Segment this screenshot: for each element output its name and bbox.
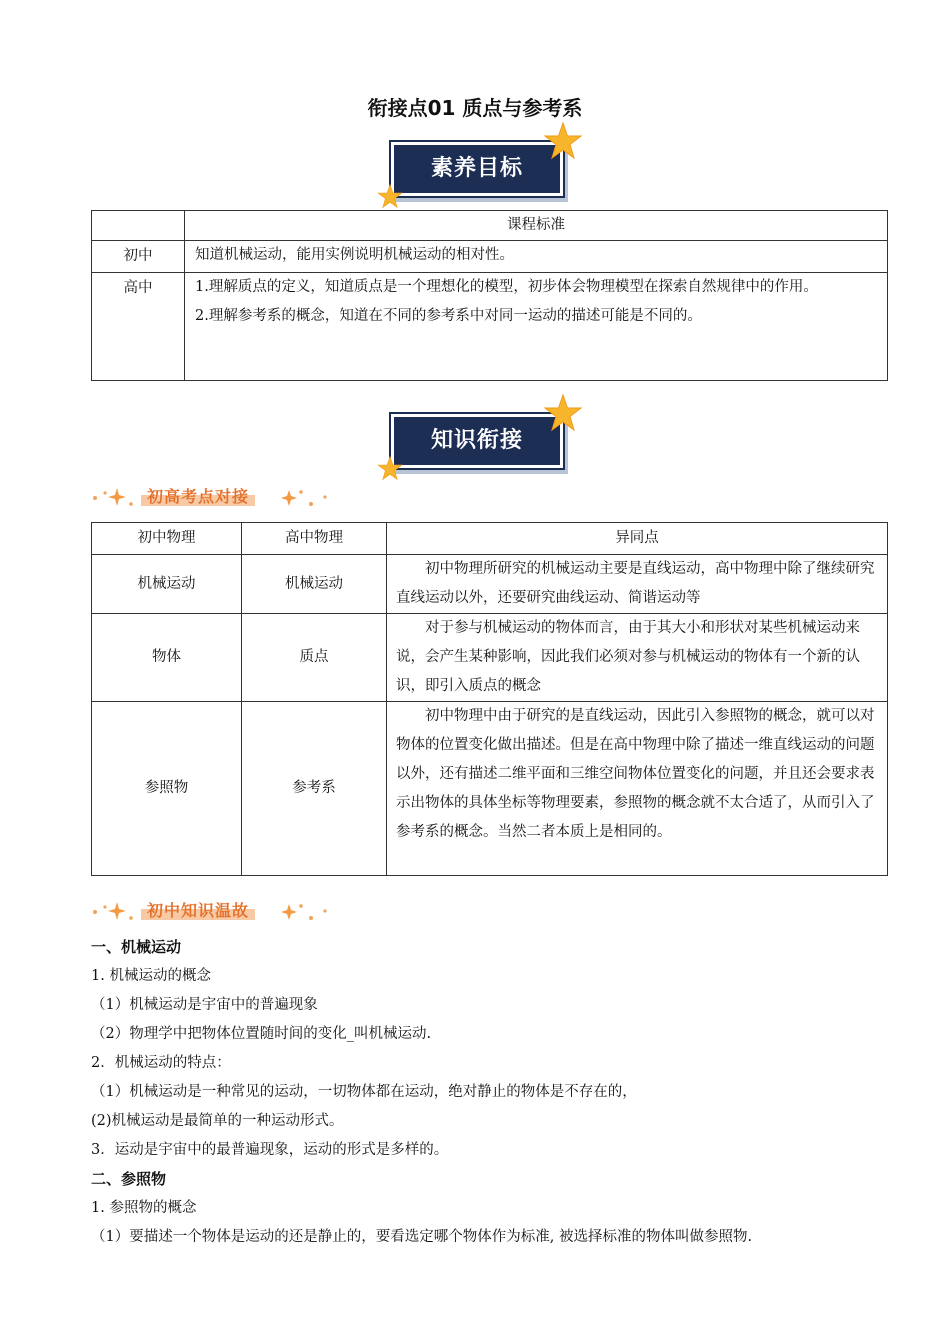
- body-line: 1. 机械运动的概念: [91, 968, 211, 984]
- review-ribbon-label: 初中知识温故: [141, 902, 255, 920]
- diff-cell: 初中物理所研究的机械运动主要是直线运动，高中物理中除了继续研究直线运动以外，还要研究曲线运动、简谐运动等: [387, 555, 888, 614]
- table-row: [92, 273, 888, 381]
- standard-line: 1.理解质点的定义，知道质点是一个理想化的模型，初步体会物理模型在探索自然规律中的作用。: [195, 279, 818, 295]
- body-line: （1）机械运动是一种常见的运动，一切物体都在运动，绝对静止的物体是不存在的，: [91, 1084, 637, 1100]
- level-cell: 高中: [92, 273, 185, 381]
- body-line: （1）要描述一个物体是运动的还是静止的，要看选定哪个物体作为标准, 被选择标准的物体叫做参照物.: [91, 1229, 753, 1245]
- diff-cell: 初中物理中由于研究的是直线运动，因此引入参照物的概念，就可以对物体的位置变化做出描述。但是在高中物理中除了描述一维直线运动的问题以外，还有描述二维平面和三维空间物体位置变化的问题，并且还会要求表示出物体的具体坐标等物理要素，参照物的概念就不太合适了，从而引入了参考系的概念。当然二者本质上是相同的。: [387, 702, 888, 876]
- table-header-row: [92, 523, 888, 555]
- compare-ribbon-label: 初高考点对接: [141, 488, 255, 506]
- table-row: [92, 614, 888, 702]
- column-header: 初中物理: [92, 523, 242, 555]
- body-line: 2．机械运动的特点：: [91, 1055, 231, 1071]
- goal-badge-plate: [391, 142, 563, 196]
- level-cell: 初中: [92, 241, 185, 273]
- section-heading: 一、机械运动: [91, 938, 182, 956]
- table-row: [92, 555, 888, 614]
- junior-cell: 机械运动: [92, 555, 242, 614]
- review-body: [91, 933, 891, 1252]
- review-ribbon: [91, 898, 331, 926]
- senior-cell: 参考系: [242, 702, 387, 876]
- compare-ribbon: [91, 484, 331, 512]
- standards-header: 课程标准: [185, 211, 888, 241]
- standard-line: 知道机械运动，能用实例说明机械运动的相对性。: [195, 247, 514, 263]
- table-row: [92, 702, 888, 876]
- senior-cell: 机械运动: [242, 555, 387, 614]
- standard-cell: [185, 273, 888, 381]
- junior-cell: 参照物: [92, 702, 242, 876]
- goal-badge: [383, 136, 583, 200]
- body-line: （1）机械运动是宇宙中的普遍现象: [91, 997, 318, 1013]
- table-row: [92, 211, 888, 241]
- knowledge-badge: [383, 408, 583, 472]
- body-line: 1. 参照物的概念: [91, 1200, 197, 1216]
- body-line: (2)机械运动是最简单的一种运动形式。: [91, 1113, 344, 1129]
- goal-badge-label: 素养目标: [430, 156, 523, 181]
- body-line: （2）物理学中把物体位置随时间的变化_叫机械运动.: [91, 1026, 432, 1042]
- standard-line: 2.理解参考系的概念，知道在不同的参考系中对同一运动的描述可能是不同的。: [195, 308, 702, 324]
- column-header: 异同点: [387, 523, 888, 555]
- column-header: 高中物理: [242, 523, 387, 555]
- star-icon: [543, 394, 583, 434]
- knowledge-badge-label: 知识衔接: [430, 428, 523, 453]
- table-row: [92, 241, 888, 273]
- knowledge-badge-plate: [391, 414, 563, 468]
- document-title: 衔接点01 质点与参考系: [367, 96, 583, 120]
- standard-cell: [185, 241, 888, 273]
- section-heading: 二、参照物: [91, 1170, 167, 1188]
- compare-table: [91, 522, 888, 876]
- star-icon: [543, 122, 583, 162]
- diff-cell: 对于参与机械运动的物体而言，由于其大小和形状对某些机械运动来说，会产生某种影响，因此我们必须对参与机械运动的物体有一个新的认识，即引入质点的概念: [387, 614, 888, 702]
- senior-cell: 质点: [242, 614, 387, 702]
- body-line: 3．运动是宇宙中的最普遍现象，运动的形式是多样的。: [91, 1142, 449, 1158]
- star-icon: [377, 184, 403, 210]
- star-icon: [377, 456, 403, 482]
- junior-cell: 物体: [92, 614, 242, 702]
- table-cell: [92, 211, 185, 241]
- standards-table: [91, 210, 888, 381]
